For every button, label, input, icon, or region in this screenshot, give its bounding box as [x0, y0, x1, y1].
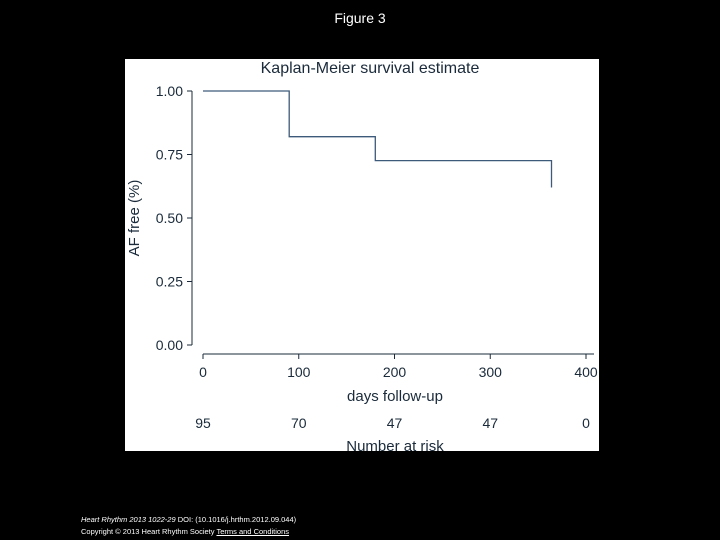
- x-tick-label: 400: [574, 364, 598, 380]
- x-tick-label: 200: [382, 364, 407, 380]
- citation: [81, 514, 296, 526]
- risk-table: [195, 415, 590, 431]
- journal-citation: Heart Rhythm 2013 1022-29: [81, 515, 176, 524]
- x-tick-label: 100: [287, 364, 311, 380]
- slide-title: Figure 3: [334, 10, 386, 26]
- y-axis-label: AF free (%): [126, 179, 143, 257]
- km-step-line: [203, 91, 552, 188]
- y-axis: [156, 83, 192, 353]
- doi-text: DOI: (10.1016/j.hrthm.2012.09.044): [177, 515, 297, 524]
- risk-table-label: Number at risk: [346, 438, 444, 451]
- copyright-text: Copyright © 2013 Heart Rhythm Society: [81, 527, 215, 536]
- terms-link[interactable]: Terms and Conditions: [216, 527, 290, 536]
- risk-count: 70: [290, 415, 307, 431]
- risk-count: 95: [195, 415, 211, 431]
- y-tick-label: 0.75: [155, 146, 183, 163]
- chart-title: Kaplan-Meier survival estimate: [260, 60, 480, 77]
- y-tick-label: 0.25: [155, 273, 183, 290]
- risk-count: 0: [582, 415, 590, 431]
- y-tick-label: 0.50: [155, 210, 183, 226]
- x-axis-label: days follow-up: [347, 388, 443, 405]
- km-chart-panel: [125, 59, 599, 451]
- km-chart: [125, 59, 599, 451]
- x-axis: [199, 354, 598, 380]
- x-tick-label: 0: [199, 364, 207, 380]
- copyright-line: [81, 526, 296, 538]
- km-series: [203, 91, 552, 188]
- footer: [81, 514, 296, 538]
- x-tick-label: 300: [478, 364, 502, 380]
- risk-count: 47: [386, 415, 403, 431]
- y-tick-label: 0.00: [155, 337, 183, 353]
- risk-count: 47: [482, 415, 499, 431]
- y-tick-label: 1.00: [155, 83, 183, 99]
